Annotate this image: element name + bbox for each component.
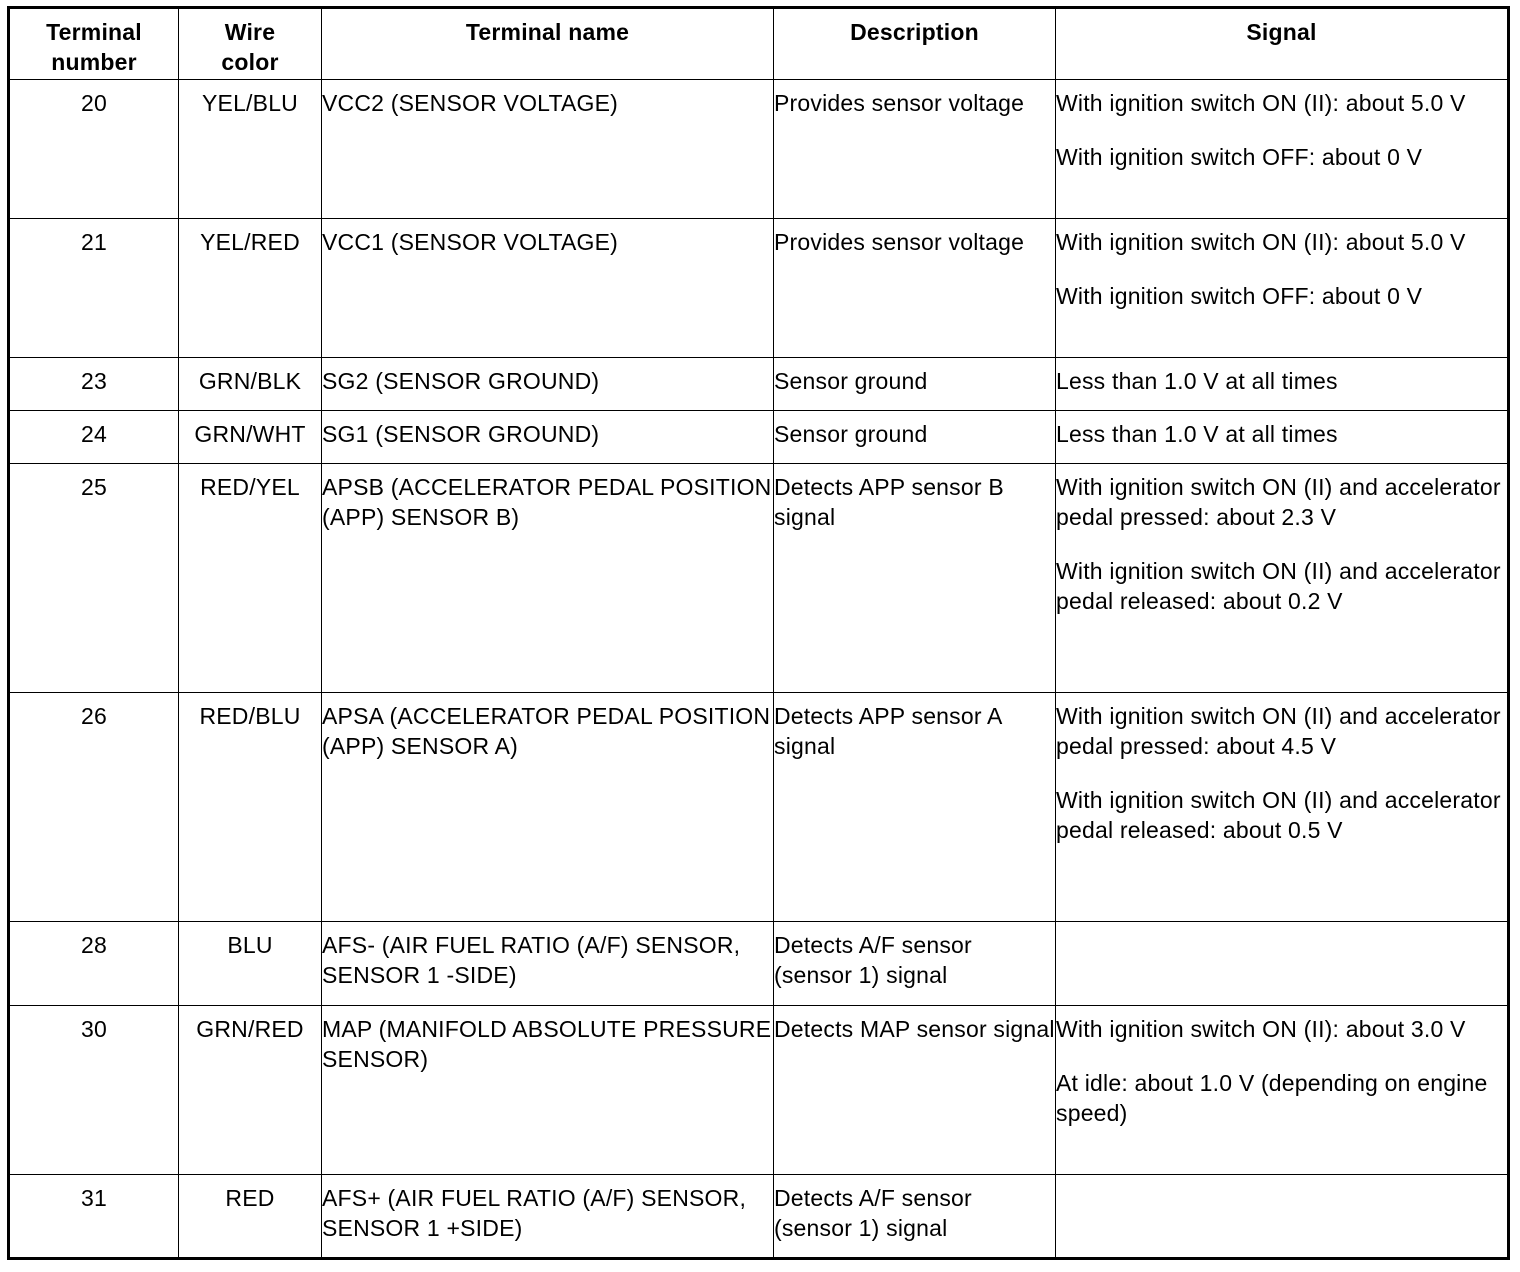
description-cell: Detects MAP sensor signal: [774, 1006, 1056, 1175]
description-cell: Provides sensor voltage: [774, 219, 1056, 358]
wire-color-cell: YEL/BLU: [179, 80, 322, 219]
description-cell: Provides sensor voltage: [774, 80, 1056, 219]
signal-cell: [1056, 358, 1509, 411]
table-row: [9, 693, 1509, 922]
terminal-name-cell: MAP (MANIFOLD ABSOLUTE PRESSURE SENSOR): [322, 1006, 774, 1175]
wire-color-cell: RED: [179, 1175, 322, 1259]
signal-text: With ignition switch ON (II): about 5.0 V: [1056, 90, 1466, 116]
table-row: [9, 358, 1509, 411]
header-signal: Signal: [1056, 8, 1509, 80]
signal-cell: [1056, 219, 1509, 358]
terminal-number-cell: 26: [9, 693, 179, 922]
signal-text: With ignition switch ON (II) and accelerator pedal pressed: about 2.3 V: [1056, 474, 1501, 530]
table-row: [9, 80, 1509, 219]
terminal-number-cell: 30: [9, 1006, 179, 1175]
signal-text: At idle: about 1.0 V (depending on engine speed): [1056, 1070, 1488, 1126]
terminal-name-cell: SG1 (SENSOR GROUND): [322, 411, 774, 464]
signal-cell: [1056, 922, 1509, 1006]
wire-color-cell: BLU: [179, 922, 322, 1006]
terminal-number-cell: 31: [9, 1175, 179, 1259]
terminal-name-cell: APSA (ACCELERATOR PEDAL POSITION (APP) SENSOR A): [322, 693, 774, 922]
wire-color-cell: YEL/RED: [179, 219, 322, 358]
signal-cell: [1056, 693, 1509, 922]
signal-text: With ignition switch ON (II) and accelerator pedal pressed: about 4.5 V: [1056, 703, 1501, 759]
wire-color-cell: RED/BLU: [179, 693, 322, 922]
table-row: [9, 922, 1509, 1006]
header-wire-color-line-2: color: [221, 49, 279, 75]
description-cell: Sensor ground: [774, 358, 1056, 411]
description-cell: Detects APP sensor B signal: [774, 464, 1056, 693]
signal-text: Less than 1.0 V at all times: [1056, 368, 1338, 394]
wire-color-cell: GRN/BLK: [179, 358, 322, 411]
signal-text: With ignition switch OFF: about 0 V: [1056, 144, 1423, 170]
table-row: [9, 1006, 1509, 1175]
description-cell: Detects A/F sensor (sensor 1) signal: [774, 1175, 1056, 1259]
terminal-name-cell: APSB (ACCELERATOR PEDAL POSITION (APP) SENSOR B): [322, 464, 774, 693]
signal-text: With ignition switch ON (II): about 3.0 V: [1056, 1016, 1466, 1042]
signal-cell: [1056, 1175, 1509, 1259]
terminal-name-cell: AFS+ (AIR FUEL RATIO (A/F) SENSOR, SENSOR 1 +SIDE): [322, 1175, 774, 1259]
terminal-name-cell: VCC2 (SENSOR VOLTAGE): [322, 80, 774, 219]
terminal-name-cell: AFS- (AIR FUEL RATIO (A/F) SENSOR, SENSOR 1 -SIDE): [322, 922, 774, 1006]
signal-text: With ignition switch ON (II): about 5.0 V: [1056, 229, 1466, 255]
header-wire-color-line-1: Wire: [224, 19, 276, 45]
table-row: [9, 1175, 1509, 1259]
terminal-number-cell: 21: [9, 219, 179, 358]
signal-cell: [1056, 411, 1509, 464]
header-description: Description: [774, 8, 1056, 80]
header-terminal-number: [9, 8, 179, 80]
table-row: [9, 411, 1509, 464]
wire-color-cell: RED/YEL: [179, 464, 322, 693]
header-terminal-name: Terminal name: [322, 8, 774, 80]
terminal-table: [7, 6, 1510, 1260]
header-terminal-number-line-1: Terminal: [46, 19, 142, 45]
header-terminal-number-line-2: number: [51, 49, 137, 75]
terminal-number-cell: 28: [9, 922, 179, 1006]
wire-color-cell: GRN/RED: [179, 1006, 322, 1175]
table-row: [9, 219, 1509, 358]
terminal-number-cell: 23: [9, 358, 179, 411]
signal-text: With ignition switch OFF: about 0 V: [1056, 283, 1423, 309]
header-wire-color: [179, 8, 322, 80]
description-cell: Sensor ground: [774, 411, 1056, 464]
signal-cell: [1056, 80, 1509, 219]
terminal-name-cell: VCC1 (SENSOR VOLTAGE): [322, 219, 774, 358]
terminal-name-cell: SG2 (SENSOR GROUND): [322, 358, 774, 411]
signal-text: Less than 1.0 V at all times: [1056, 421, 1338, 447]
signal-cell: [1056, 1006, 1509, 1175]
signal-text: With ignition switch ON (II) and accelerator pedal released: about 0.2 V: [1056, 558, 1501, 614]
table-body: [9, 80, 1509, 1259]
terminal-number-cell: 25: [9, 464, 179, 693]
description-cell: Detects A/F sensor (sensor 1) signal: [774, 922, 1056, 1006]
signal-text: With ignition switch ON (II) and accelerator pedal released: about 0.5 V: [1056, 787, 1501, 843]
table-row: [9, 464, 1509, 693]
terminal-number-cell: 24: [9, 411, 179, 464]
signal-cell: [1056, 464, 1509, 693]
terminal-number-cell: 20: [9, 80, 179, 219]
header-row: [9, 8, 1509, 80]
wire-color-cell: GRN/WHT: [179, 411, 322, 464]
description-cell: Detects APP sensor A signal: [774, 693, 1056, 922]
